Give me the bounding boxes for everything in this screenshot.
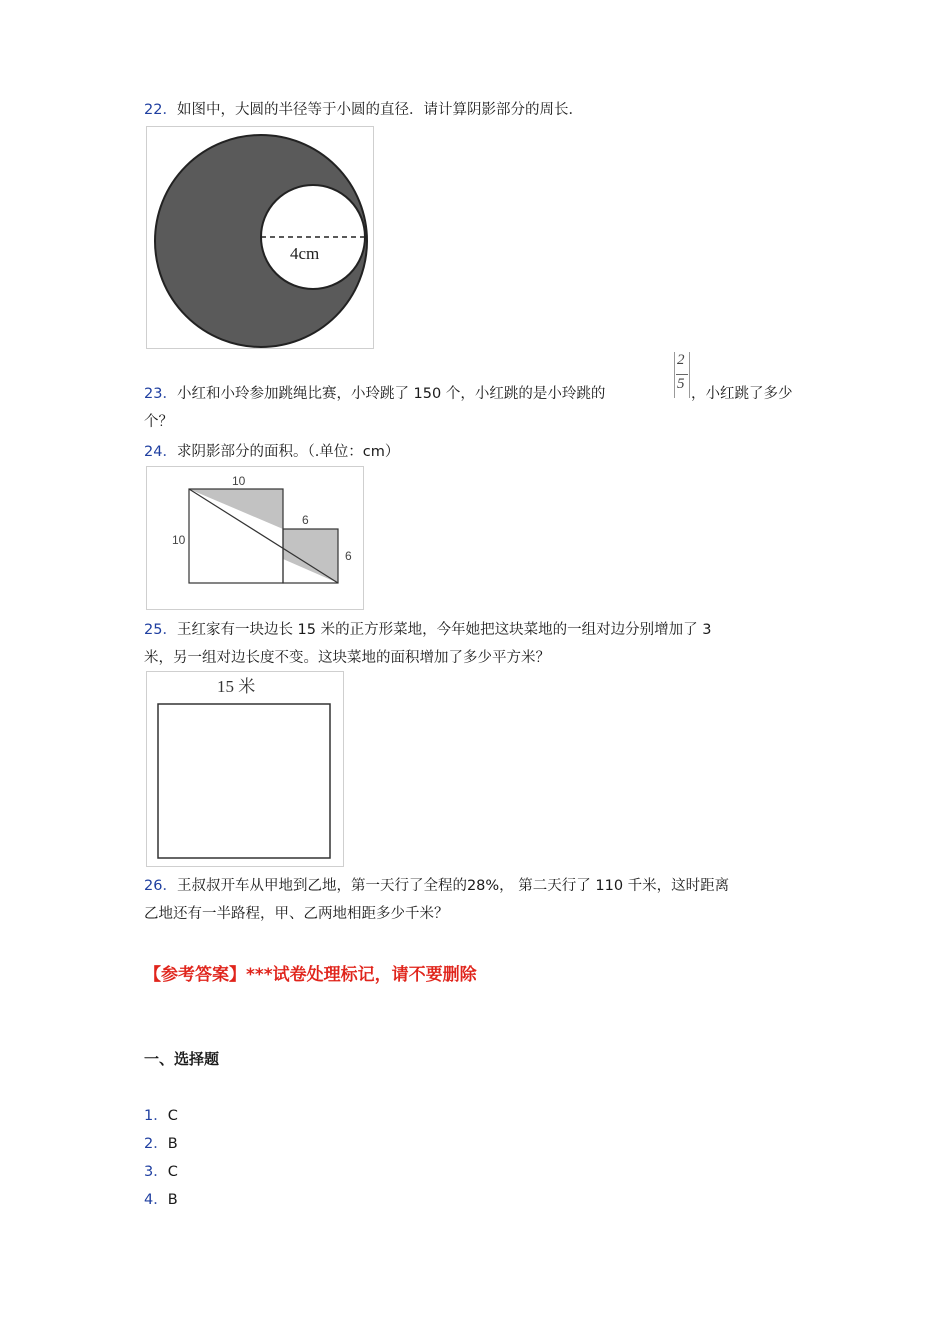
question-number: 22． [144, 102, 177, 118]
question-25-line2 [144, 648, 550, 668]
answer-number: 1． [144, 1108, 168, 1124]
question-text-a: 王红家有一块边长 15 米的正方形菜地，今年她把这块菜地的一组对边分别增加了 3 [176, 622, 712, 638]
square-diagram [147, 672, 343, 866]
question-22 [144, 100, 583, 120]
square-field [158, 704, 330, 858]
label-left-big: 10 [172, 533, 186, 547]
answer-value: C [167, 1164, 178, 1180]
fraction-denominator: 5 [677, 376, 685, 392]
question-text-b: ，小红跳了多少 [691, 386, 793, 402]
answer-number: 2． [144, 1136, 168, 1152]
question-number: 25． [144, 622, 177, 638]
label-top-small: 6 [302, 513, 309, 527]
fraction-numerator: 2 [677, 352, 685, 368]
question-number: 24． [144, 444, 177, 460]
question-text-b: 乙地还有一半路程，甲、乙两地相距多少千米？ [144, 906, 449, 922]
question-25 [144, 620, 711, 640]
rectangles-diagram [147, 467, 363, 609]
question-26 [144, 876, 729, 896]
question-text-b: 米，另一组对边长度不变。这块菜地的面积增加了多少平方米？ [144, 650, 550, 666]
square-figure [146, 671, 344, 867]
question-number: 26． [144, 878, 177, 894]
circle-figure [146, 126, 374, 349]
fraction [674, 352, 690, 398]
answer-item [144, 1188, 178, 1209]
question-26-line2 [144, 904, 449, 924]
answer-number: 4． [144, 1192, 168, 1208]
question-text-a: 王叔叔开车从甲地到乙地，第一天行了全程的28%， 第二天行了 110 千米，这时距离 [176, 878, 730, 894]
shaded-triangle-top [189, 489, 283, 529]
label-right-small: 6 [345, 549, 352, 563]
question-23-line2 [144, 412, 173, 432]
fraction-bar [676, 374, 688, 375]
diameter-label: 4cm [290, 244, 320, 263]
answer-item [144, 1104, 178, 1125]
question-text-c: 个？ [144, 414, 173, 430]
question-23-tail [691, 384, 793, 404]
circle-diagram [147, 127, 373, 348]
shaded-area-small [283, 529, 338, 583]
reference-answer-heading: 【参考答案】***试卷处理标记，请不要删除 [144, 965, 477, 985]
question-text: 求阴影部分的面积。（.单位：cm） [176, 444, 400, 460]
label-top-big: 10 [232, 474, 246, 488]
question-23 [144, 384, 605, 404]
question-number: 23． [144, 386, 177, 402]
rectangles-figure [146, 466, 364, 610]
question-text: 如图中，大圆的半径等于小圆的直径．请计算阴影部分的周长． [176, 102, 583, 118]
section-title: 一、选择题 [144, 1050, 220, 1068]
answer-value: B [167, 1136, 178, 1152]
question-text-a: 小红和小玲参加跳绳比赛，小玲跳了 150 个，小红跳的是小玲跳的 [176, 386, 606, 402]
small-circle [261, 185, 365, 289]
square-side-label: 15 米 [217, 677, 256, 696]
answer-value: B [167, 1192, 178, 1208]
answer-item [144, 1132, 178, 1153]
answer-number: 3． [144, 1164, 168, 1180]
question-24 [144, 442, 399, 462]
answer-value: C [167, 1108, 178, 1124]
answer-item [144, 1160, 178, 1181]
